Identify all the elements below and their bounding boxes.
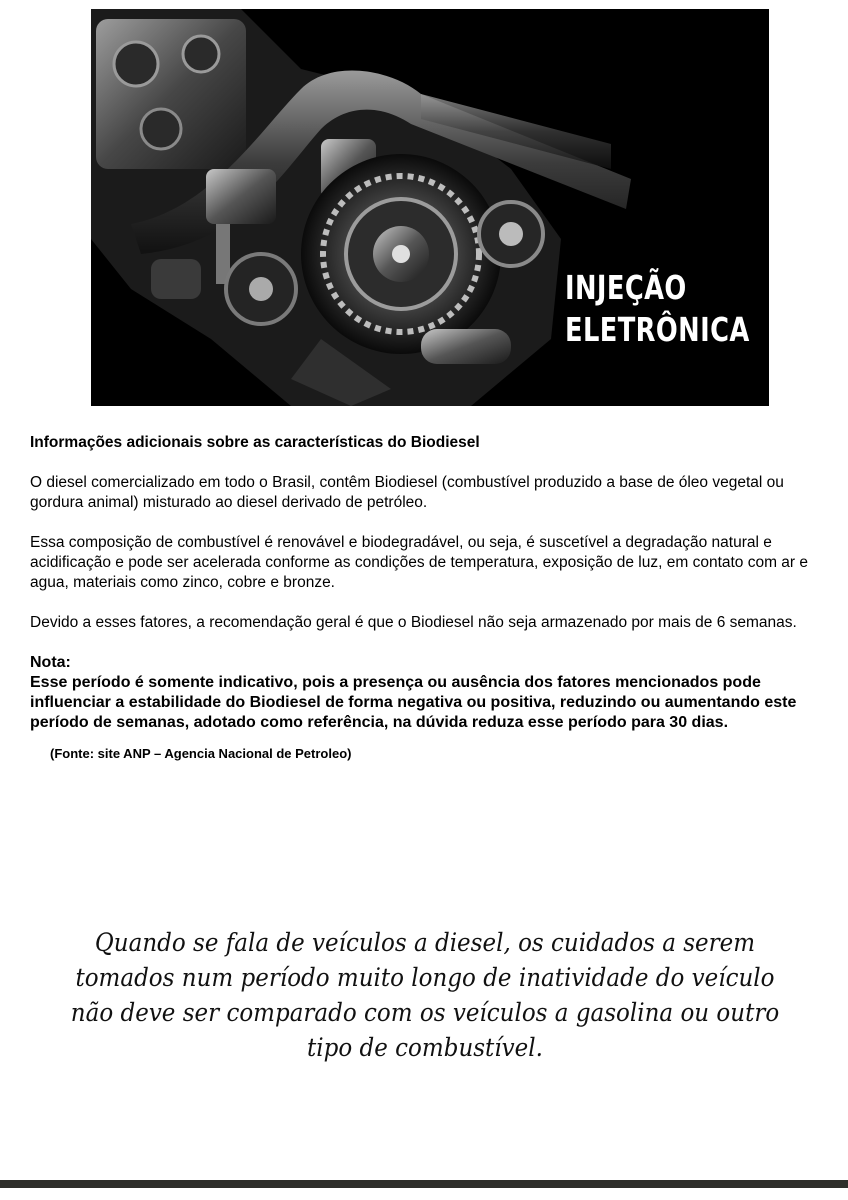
note-body: Esse período é somente indicativo, pois a presença ou ausência dos fatores mencionados pode influenciar a estabilidade do Biodiesel de forma negativa ou positiva, reduzindo ou aumentando este período de semanas, adotado como referência, na dúvida reduza esse período para 30 dias. bbox=[30, 674, 797, 731]
hero-title bbox=[565, 267, 750, 351]
closing-quote: Quando se fala de veículos a diesel, os cuidados a serem tomados num período muito longo de inatividade do veículo não deve ser comparado com os veículos a gasolina ou outro tipo de combustível. bbox=[70, 928, 780, 1062]
source-citation: (Fonte: site ANP – Agencia Nacional de Petroleo) bbox=[50, 746, 352, 761]
article bbox=[30, 433, 822, 763]
article-heading: Informações adicionais sobre as características do Biodiesel bbox=[30, 434, 480, 451]
hero-title-line2: ELETRÔNICA bbox=[565, 310, 750, 349]
article-paragraph-3: Devido a esses fatores, a recomendação geral é que o Biodiesel não seja armazenado por mais de 6 semanas. bbox=[30, 614, 797, 631]
note-label: Nota: bbox=[30, 654, 71, 671]
hero-title-line1: INJEÇÃO bbox=[565, 268, 687, 307]
article-paragraph-2: Essa composição de combustível é renovável e biodegradável, ou seja, é suscetível a degradação natural e acidificação e pode ser acelerada conforme as condições de temperatura, exposição de luz, em contato com ar e agua, materiais como zinco, cobre e bronze. bbox=[30, 534, 809, 591]
hero-image bbox=[91, 9, 769, 406]
footer-bar bbox=[0, 1180, 848, 1188]
article-paragraph-1: O diesel comercializado em todo o Brasil, contêm Biodiesel (combustível produzido a base de óleo vegetal ou gordura animal) misturado ao diesel derivado de petróleo. bbox=[30, 474, 784, 511]
